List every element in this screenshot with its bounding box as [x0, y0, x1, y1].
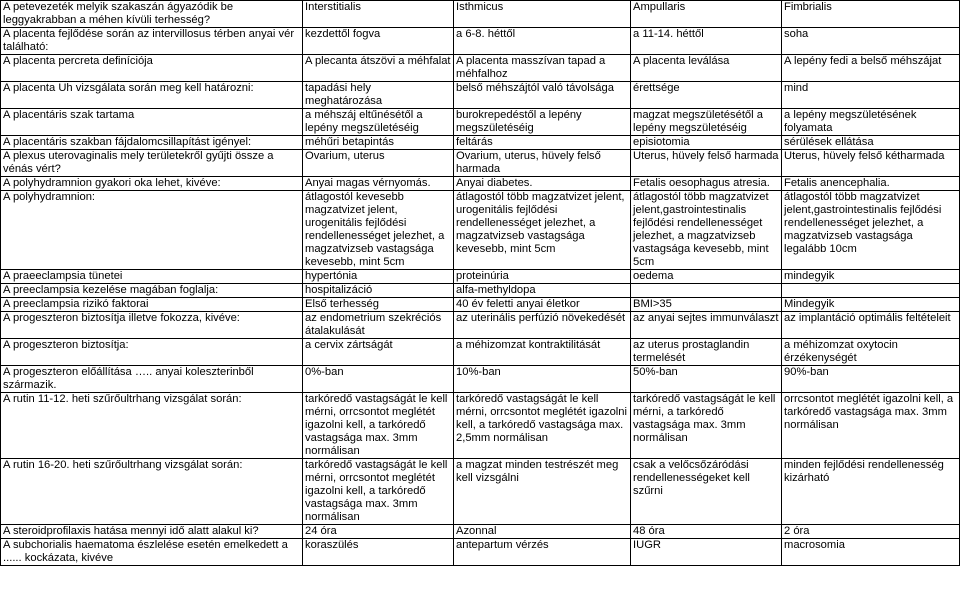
answer-option-cell: a 6-8. héttől	[454, 28, 631, 55]
answer-option-cell: a lepény megszületésének folyamata	[782, 109, 960, 136]
answer-option-cell: Anyai magas vérnyomás.	[303, 177, 454, 191]
answer-option-cell: a 11-14. héttől	[631, 28, 782, 55]
answer-option-cell: tarkóredő vastagságát le kell mérni, orrcsontot meglétét igazolni kell, a tarkóredő vastagsága max. 3mm normálisan	[303, 459, 454, 525]
table-row	[1, 191, 960, 270]
answer-option-cell: tarkóredő vastagságát le kell mérni, a tarkóredő vastagsága max. 3mm normálisan	[631, 393, 782, 459]
table-row	[1, 393, 960, 459]
answer-option-cell: átlagostól több magzatvizet jelent,gastrointestinalis fejlődési rendellenességet jelezhet, a magzatvizseb vastagsága legalább 10cm	[782, 191, 960, 270]
answer-option-cell: hypertónia	[303, 270, 454, 284]
answer-option-cell: magzat megszületésétől a lepény megszületéséig	[631, 109, 782, 136]
answer-option-cell: csak a velőcsőzáródási rendellenességeket kell szűrni	[631, 459, 782, 525]
answer-option-cell: belső méhszájtól való távolsága	[454, 82, 631, 109]
answer-option-cell: BMI>35	[631, 298, 782, 312]
answer-option-cell: a méhszáj eltűnésétől a lepény megszületéséig	[303, 109, 454, 136]
question-cell: A polyhydramnion:	[1, 191, 303, 270]
question-cell: A subchorialis haematoma észlelése esetén emelkedett a ...... kockázata, kivéve	[1, 539, 303, 566]
answer-option-cell: orrcsontot meglétét igazolni kell, a tarkóredő vastagsága max. 3mm normálisan	[782, 393, 960, 459]
answer-option-cell: Azonnal	[454, 525, 631, 539]
answer-option-cell	[631, 284, 782, 298]
table-row	[1, 525, 960, 539]
table-row	[1, 1, 960, 28]
answer-option-cell: mind	[782, 82, 960, 109]
table-row	[1, 298, 960, 312]
answer-option-cell: a magzat minden testrészét meg kell vizsgálni	[454, 459, 631, 525]
answer-option-cell: A placenta masszívan tapad a méhfalhoz	[454, 55, 631, 82]
question-cell: A placentáris szakban fájdalomcsillapítást igényel:	[1, 136, 303, 150]
question-cell: A placenta fejlődése során az intervillosus térben anyai vér található:	[1, 28, 303, 55]
answer-option-cell: mindegyik	[782, 270, 960, 284]
answer-option-cell: feltárás	[454, 136, 631, 150]
table-row	[1, 28, 960, 55]
answer-option-cell: 90%-ban	[782, 366, 960, 393]
answer-option-cell: méhűri betapintás	[303, 136, 454, 150]
question-cell: A preeclampsia rizikó faktorai	[1, 298, 303, 312]
answer-option-cell: átlagostól kevesebb magzatvizet jelent, urogenitális fejlődési rendellenességet jelezhet, a magzatvizseb vastagsága kevesebb, mint 5cm	[303, 191, 454, 270]
answer-option-cell: 2 óra	[782, 525, 960, 539]
quiz-table-body	[1, 1, 960, 566]
answer-option-cell: 24 óra	[303, 525, 454, 539]
answer-option-cell: tarkóredő vastagságát le kell mérni, orrcsontot meglétét igazolni kell, a tarkóredő vastagsága max. 3mm normálisan	[303, 393, 454, 459]
answer-option-cell: Ovarium, uterus, hüvely felső harmada	[454, 150, 631, 177]
answer-option-cell: Anyai diabetes.	[454, 177, 631, 191]
table-row	[1, 339, 960, 366]
table-row	[1, 366, 960, 393]
question-cell: A preeclampsia kezelése magában foglalja:	[1, 284, 303, 298]
answer-option-cell: Fetalis anencephalia.	[782, 177, 960, 191]
question-cell: A placenta Uh vizsgálata során meg kell határozni:	[1, 82, 303, 109]
answer-option-cell: hospitalizáció	[303, 284, 454, 298]
answer-option-cell: sérülések ellátása	[782, 136, 960, 150]
answer-option-cell: A placenta leválása	[631, 55, 782, 82]
answer-option-cell: A plecanta átszövi a méhfalat	[303, 55, 454, 82]
answer-option-cell: Első terhesség	[303, 298, 454, 312]
table-row	[1, 150, 960, 177]
answer-option-cell: a cervix zártságát	[303, 339, 454, 366]
table-row	[1, 539, 960, 566]
question-cell: A petevezeték melyik szakaszán ágyazódik be leggyakrabban a méhen kívüli terhesség?	[1, 1, 303, 28]
table-row	[1, 109, 960, 136]
answer-option-cell: Uterus, hüvely felső harmada	[631, 150, 782, 177]
answer-option-cell: macrosomia	[782, 539, 960, 566]
table-row	[1, 136, 960, 150]
answer-option-cell: a méhizomzat kontraktilitását	[454, 339, 631, 366]
question-cell: A placentáris szak tartama	[1, 109, 303, 136]
answer-option-cell: antepartum vérzés	[454, 539, 631, 566]
question-cell: A plexus uterovaginalis mely területekről gyűjti össze a vénás vért?	[1, 150, 303, 177]
answer-option-cell: oedema	[631, 270, 782, 284]
answer-option-cell: átlagostól több magzatvizet jelent,gastrointestinalis fejlődési rendellenességet jelezhet, a magzatvizseb vastagsága kevesebb, mint 5cm	[631, 191, 782, 270]
question-cell: A progeszteron biztosítja:	[1, 339, 303, 366]
question-cell: A rutin 16-20. heti szűrőultrhang vizsgálat során:	[1, 459, 303, 525]
answer-option-cell: burokrepedéstől a lepény megszületéséig	[454, 109, 631, 136]
answer-option-cell: az uterinális perfúzió növekedését	[454, 312, 631, 339]
answer-option-cell: az implantáció optimális feltételeit	[782, 312, 960, 339]
question-cell: A placenta percreta definíciója	[1, 55, 303, 82]
answer-option-cell: tapadási hely meghatározása	[303, 82, 454, 109]
answer-option-cell: Ovarium, uterus	[303, 150, 454, 177]
table-row	[1, 82, 960, 109]
answer-option-cell: érettsége	[631, 82, 782, 109]
answer-option-cell: episiotomia	[631, 136, 782, 150]
table-row	[1, 284, 960, 298]
answer-option-cell: az anyai sejtes immunválaszt	[631, 312, 782, 339]
answer-option-cell: a méhizomzat oxytocin érzékenységét	[782, 339, 960, 366]
table-row	[1, 270, 960, 284]
answer-option-cell: 10%-ban	[454, 366, 631, 393]
answer-option-cell: soha	[782, 28, 960, 55]
answer-option-cell: az endometrium szekréciós átalakulását	[303, 312, 454, 339]
table-row	[1, 312, 960, 339]
table-row	[1, 55, 960, 82]
answer-option-cell: átlagostól több magzatvizet jelent, urogenitális fejlődési rendellenességet jelezhet, a magzatvizseb vastagsága kevesebb, mint 5cm	[454, 191, 631, 270]
answer-option-cell: Ampullaris	[631, 1, 782, 28]
answer-option-cell	[782, 284, 960, 298]
question-cell: A praeeclampsia tünetei	[1, 270, 303, 284]
answer-option-cell: Fetalis oesophagus atresia.	[631, 177, 782, 191]
answer-option-cell: Fimbrialis	[782, 1, 960, 28]
answer-option-cell: alfa-methyldopa	[454, 284, 631, 298]
question-cell: A steroidprofilaxis hatása mennyi idő alatt alakul ki?	[1, 525, 303, 539]
answer-option-cell: A lepény fedi a belső méhszájat	[782, 55, 960, 82]
answer-option-cell: 40 év feletti anyai életkor	[454, 298, 631, 312]
question-cell: A progeszteron előállítása ….. anyai koleszterinből származik.	[1, 366, 303, 393]
table-row	[1, 459, 960, 525]
question-cell: A polyhydramnion gyakori oka lehet, kivéve:	[1, 177, 303, 191]
answer-option-cell: Uterus, hüvely felső kétharmada	[782, 150, 960, 177]
answer-option-cell: Mindegyik	[782, 298, 960, 312]
question-cell: A rutin 11-12. heti szűrőultrhang vizsgálat során:	[1, 393, 303, 459]
answer-option-cell: tarkóredő vastagságát le kell mérni, orrcsontot meglétét igazolni kell, a tarkóredő vastagsága max. 2,5mm normálisan	[454, 393, 631, 459]
table-row	[1, 177, 960, 191]
answer-option-cell: IUGR	[631, 539, 782, 566]
answer-option-cell: 48 óra	[631, 525, 782, 539]
answer-option-cell: Interstitialis	[303, 1, 454, 28]
answer-option-cell: az uterus prostaglandin termelését	[631, 339, 782, 366]
answer-option-cell: minden fejlődési rendellenesség kizárható	[782, 459, 960, 525]
answer-option-cell: koraszülés	[303, 539, 454, 566]
answer-option-cell: proteinúria	[454, 270, 631, 284]
answer-option-cell: 0%-ban	[303, 366, 454, 393]
answer-option-cell: kezdettől fogva	[303, 28, 454, 55]
question-cell: A progeszteron biztosítja illetve fokozza, kivéve:	[1, 312, 303, 339]
answer-option-cell: Isthmicus	[454, 1, 631, 28]
answer-option-cell: 50%-ban	[631, 366, 782, 393]
